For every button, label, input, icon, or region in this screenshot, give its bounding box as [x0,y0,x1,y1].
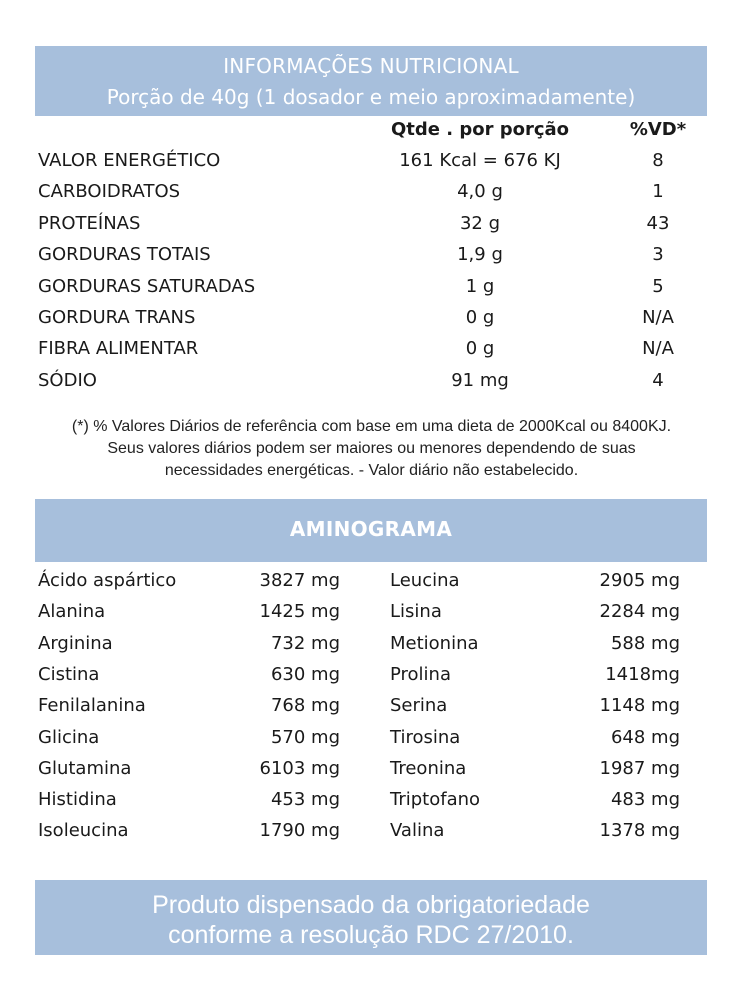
nutrient-quantity: 91 mg [451,370,509,391]
nutrient-quantity: 32 g [459,213,501,234]
amino-acid-name: Metionina [390,633,479,654]
nutrient-name: SÓDIO [38,370,97,391]
amino-acid-value: 1378 mg [599,820,680,841]
amino-acid-value: 2905 mg [599,570,680,591]
nutrient-daily-value: 43 [646,213,670,234]
nutrient-daily-value: 8 [652,150,664,171]
nutrient-quantity: 0 g [465,338,495,359]
amino-acid-value: 453 mg [270,789,340,810]
amino-acid-name: Arginina [38,633,113,654]
nutrient-quantity: 161 Kcal = 676 KJ [399,150,561,171]
amino-acid-value: 630 mg [270,664,340,685]
nutrient-quantity: 1 g [465,276,495,297]
amino-acid-name: Leucina [390,570,460,591]
nutrient-name: GORDURA TRANS [38,307,196,328]
amino-acid-value: 1425 mg [259,601,340,622]
nutrition-header-band [35,46,707,116]
amino-acid-name: Cistina [38,664,100,685]
nutrient-daily-value: N/A [642,338,674,359]
footnote-line-2: Seus valores diários podem ser maiores ou menores dependendo de suas [107,440,636,457]
nutrient-quantity: 4,0 g [457,181,503,202]
amino-acid-name: Alanina [38,601,106,622]
amino-acid-name: Triptofano [390,789,481,810]
aminogram-title: AMINOGRAMA [289,517,453,541]
nutrient-quantity: 1,9 g [457,244,503,265]
nutrient-daily-value: 1 [652,181,664,202]
nutrient-daily-value: 5 [652,276,664,297]
nutrient-name: PROTEÍNAS [38,213,141,234]
column-header-quantity: Qtde . por porção [390,119,570,140]
amino-acid-name: Treonina [390,758,467,779]
amino-acid-value: 483 mg [610,789,680,810]
amino-acid-value: 648 mg [610,727,680,748]
nutrient-name: FIBRA ALIMENTAR [38,338,199,359]
amino-acid-name: Serina [390,695,448,716]
nutrient-daily-value: N/A [642,307,674,328]
amino-acid-value: 588 mg [610,633,680,654]
amino-acid-value: 1148 mg [599,695,680,716]
footer-line-2: conforme a resolução RDC 27/2010. [168,921,574,949]
amino-acid-value: 732 mg [270,633,340,654]
nutrition-title: INFORMAÇÕES NUTRICIONAL [223,54,519,78]
nutrient-daily-value: 3 [652,244,664,265]
amino-acid-name: Tirosina [390,727,461,748]
nutrient-name: GORDURAS TOTAIS [38,244,211,265]
amino-acid-value: 570 mg [270,727,340,748]
amino-acid-name: Prolina [390,664,451,685]
footer-line-1: Produto dispensado da obrigatoriedade [152,891,590,919]
amino-acid-name: Glicina [38,727,100,748]
amino-acid-value: 1418mg [605,664,680,685]
amino-acid-value: 2284 mg [599,601,680,622]
footnote-line-3: necessidades energéticas. - Valor diário não estabelecido. [164,462,579,479]
footer-band [35,880,707,955]
serving-size: Porção de 40g (1 dosador e meio aproximadamente) [106,85,636,109]
nutrient-daily-value: 4 [652,370,664,391]
amino-acid-name: Valina [390,820,445,841]
amino-acid-name: Fenilalanina [38,695,146,716]
column-header-daily-value: %VD* [629,119,687,140]
nutrient-name: CARBOIDRATOS [38,181,181,202]
nutrient-quantity: 0 g [465,307,495,328]
amino-acid-value: 3827 mg [259,570,340,591]
amino-acid-value: 6103 mg [259,758,340,779]
nutrient-name: VALOR ENERGÉTICO [38,150,221,171]
amino-acid-value: 1987 mg [599,758,680,779]
amino-acid-name: Isoleucina [38,820,129,841]
amino-acid-name: Histidina [38,789,117,810]
amino-acid-name: Ácido aspártico [38,570,177,591]
nutrient-name: GORDURAS SATURADAS [38,276,256,297]
amino-acid-value: 1790 mg [259,820,340,841]
footnote-line-1: (*) % Valores Diários de referência com base em uma dieta de 2000Kcal ou 8400KJ. [71,418,672,435]
amino-acid-value: 768 mg [270,695,340,716]
aminogram-header-band [35,499,707,562]
amino-acid-name: Lisina [390,601,442,622]
amino-acid-name: Glutamina [38,758,132,779]
